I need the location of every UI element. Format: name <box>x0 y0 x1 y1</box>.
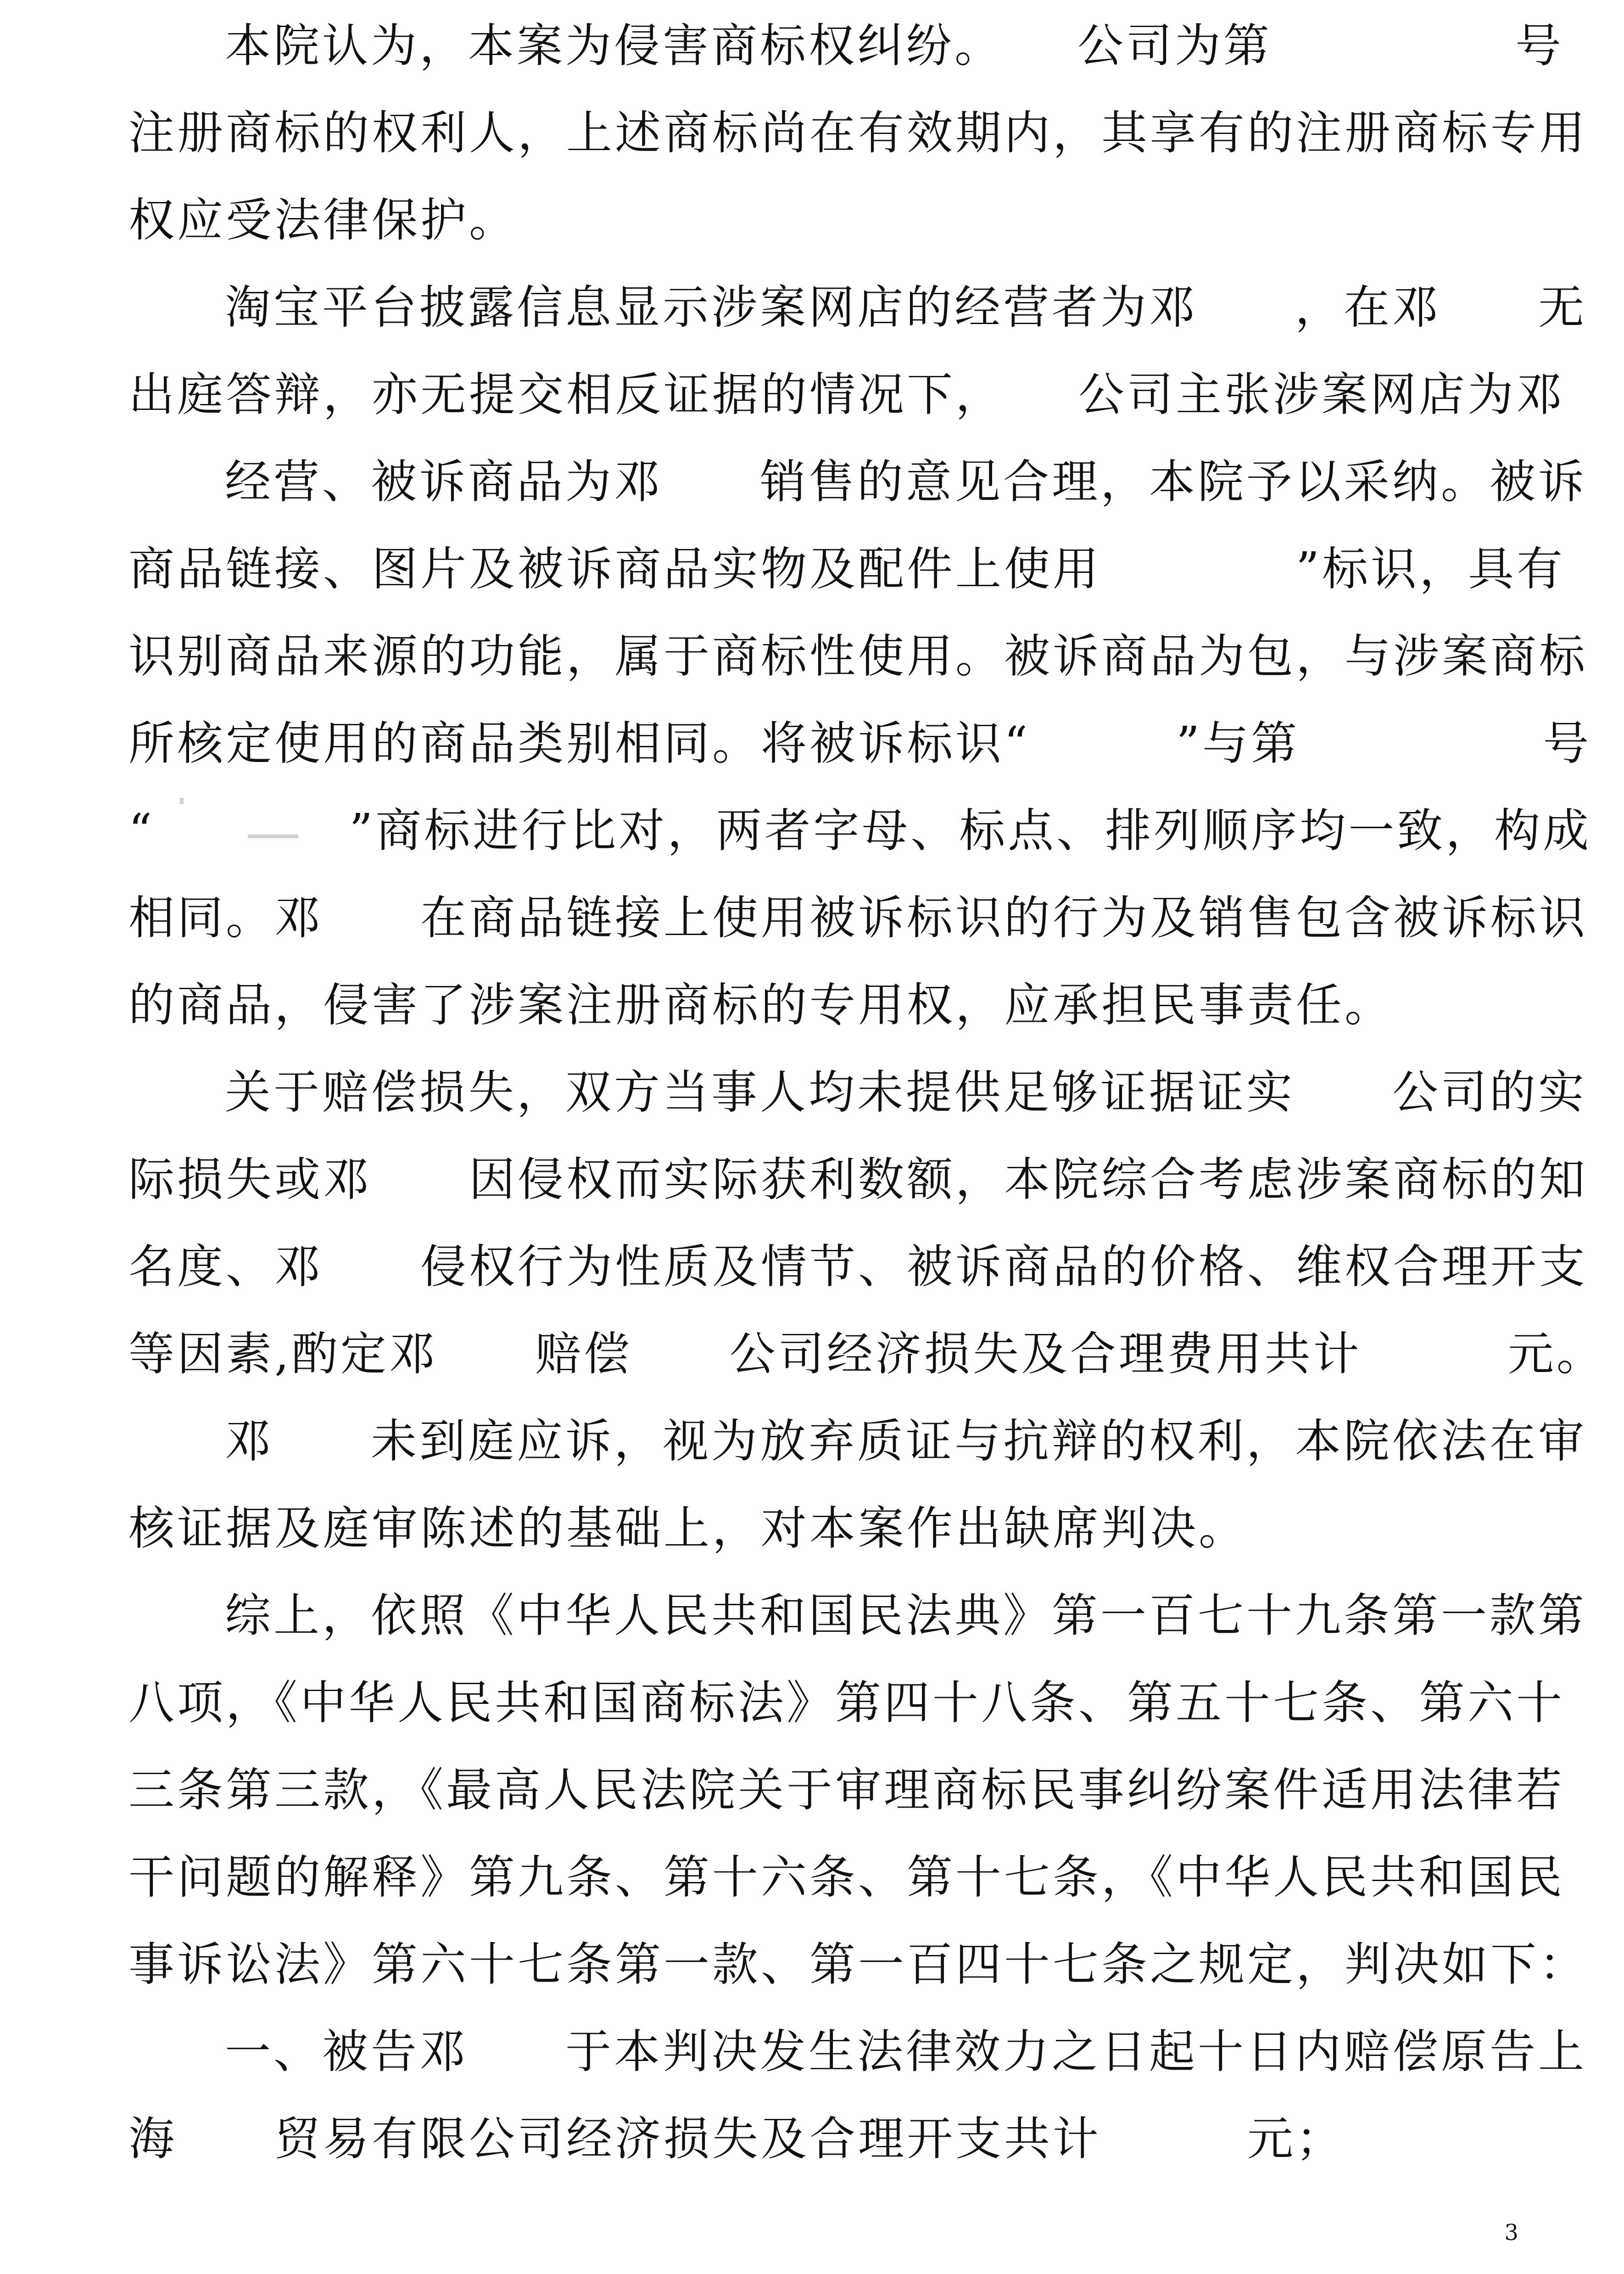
text-line: 核证据及庭审陈述的基础上，对本案作出缺席判决。 <box>128 1501 1247 1555</box>
text-line: 际损失或邓 因侵权而实际获利数额，本院综合考虑涉案商标的知 <box>128 1153 1588 1206</box>
text-line: 三条第三款，《最高人民法院关于审理商标民事纠纷案件适用法律若 <box>128 1763 1565 1817</box>
text-line: 的商品，侵害了涉案注册商标的专用权，应承担民事责任。 <box>128 978 1393 1032</box>
text-line: 经营、被诉商品为邓 销售的意见合理，本院予以采纳。被诉 <box>225 455 1587 509</box>
text-line: 一、被告邓 于本判决发生法律效力之日起十日内赔偿原告上 <box>225 2025 1587 2078</box>
text-line: 本院认为，本案为侵害商标权纠纷。 公司为第 号 <box>225 19 1564 73</box>
page-number: 3 <box>1504 2220 1518 2246</box>
text-line: 名度、邓 侵权行为性质及情节、被诉商品的价格、维权合理开支 <box>128 1240 1588 1294</box>
text-line: 关于赔偿损失，双方当事人均未提供足够证据证实 公司的实 <box>225 1065 1587 1119</box>
text-line: “ ”商标进行比对，两者字母、标点、排列顺序均一致，构成 <box>128 804 1592 857</box>
text-line: 相同。邓 在商品链接上使用被诉标识的行为及销售包含被诉标识 <box>128 891 1588 945</box>
text-line: 识别商品来源的功能，属于商标性使用。被诉商品为包，与涉案商标 <box>128 629 1588 683</box>
text-line: 综上，依照《中华人民共和国民法典》第一百七十九条第一款第 <box>225 1589 1587 1642</box>
text-line: 淘宝平台披露信息显示涉案网店的经营者为邓 ，在邓 无 <box>225 280 1587 334</box>
text-line: 海 贸易有限公司经济损失及合理开支共计 元； <box>128 2112 1345 2166</box>
text-line: 邓 未到庭应诉，视为放弃质证与抗辩的权利，本院依法在审 <box>225 1414 1587 1468</box>
text-line: 出庭答辩，亦无提交相反证据的情况下， 公司主张涉案网店为邓 <box>128 368 1565 421</box>
text-line: 商品链接、图片及被诉商品实物及配件上使用 ”标识，具有 <box>128 542 1566 596</box>
text-line: 等因素,酌定邓 赔偿 公司经济损失及合理费用共计 元。 <box>128 1327 1605 1381</box>
text-line: 注册商标的权利人，上述商标尚在有效期内，其享有的注册商标专用 <box>128 106 1588 160</box>
text-line: 干问题的解释》第九条、第十六条、第十七条，《中华人民共和国民 <box>128 1850 1565 1904</box>
text-line: 权应受法律保护。 <box>128 193 518 247</box>
text-line: 所核定使用的商品类别相同。将被诉标识“ ”与第 号 <box>128 717 1592 770</box>
text-line: 事诉讼法》第六十七条第一款、第一百四十七条之规定，判决如下： <box>128 1938 1588 1991</box>
text-line: 八项，《中华人民共和国商标法》第四十八条、第五十七条、第六十 <box>128 1676 1565 1730</box>
